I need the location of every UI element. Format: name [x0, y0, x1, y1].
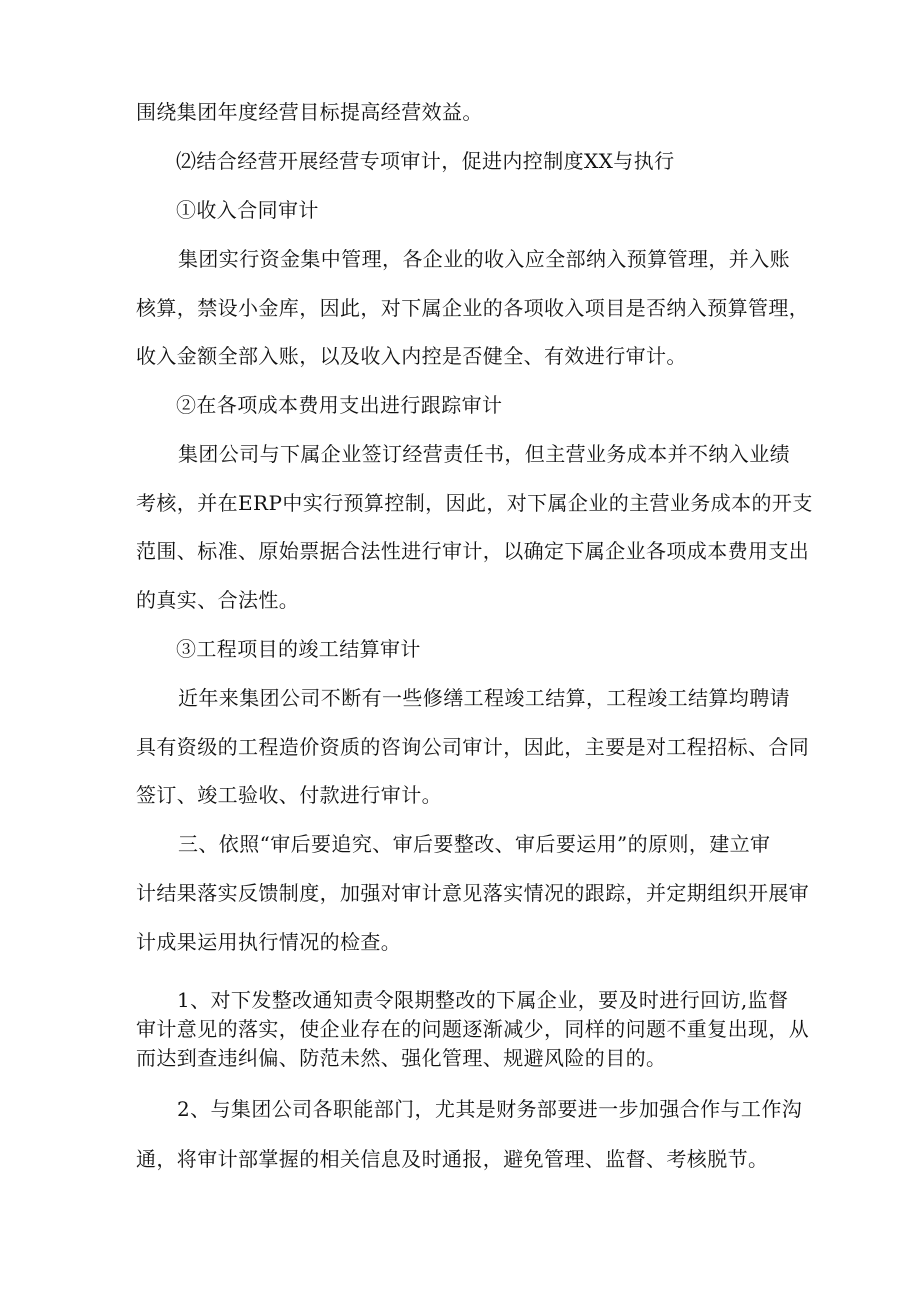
list-item-line: 2、与集团公司各职能部门，尤其是财务部要进一步加强合作与工作沟 — [177, 1097, 803, 1121]
paragraph-line: 近年来集团公司不断有一些修缮工程竣工结算，工程竣工结算均聘请 — [178, 686, 790, 710]
paragraph-line: 围绕集团年度经营目标提高经营效益。 — [136, 100, 483, 124]
paragraph-line: 的真实、合法性。 — [136, 588, 300, 612]
list-item-line: 1、对下发整改通知责令限期整改的下属企业，要及时进行回访,监督 — [177, 988, 789, 1012]
paragraph-line: 签订、竣工验收、付款进行审计。 — [136, 783, 442, 807]
paragraph-line: 计结果落实反馈制度，加强对审计意见落实情况的跟踪，并定期组织开展审 — [136, 881, 810, 905]
list-item-line: 而达到查违纠偏、防范未然、强化管理、规避风险的目的。 — [136, 1046, 667, 1070]
paragraph-line: 考核，并在ERP中实行预算控制，因此，对下属企业的主营业务成本的开支 — [136, 491, 813, 515]
paragraph-line: 集团实行资金集中管理，各企业的收入应全部纳入预算管理，并入账 — [178, 247, 790, 271]
paragraph-line: 范围、标准、原始票据合法性进行审计，以确定下属企业各项成本费用支出 — [136, 539, 810, 563]
subsection-heading: ③工程项目的竣工结算审计 — [176, 637, 421, 661]
section-heading: 三、依照“审后要追究、审后要整改、审后要运用”的原则，建立审 — [178, 832, 771, 856]
section-heading: ⑵结合经营开展经营专项审计，促进内控制度XX与执行 — [176, 149, 675, 173]
subsection-heading: ①收入合同审计 — [176, 198, 319, 222]
list-item-line: 通，将审计部掌握的相关信息及时通报，避免管理、监督、考核脱节。 — [136, 1147, 769, 1171]
paragraph-line: 具有资级的工程造价资质的咨询公司审计，因此，主要是对工程招标、合同 — [136, 735, 810, 759]
paragraph-line: 收入金额全部入账，以及收入内控是否健全、有效进行审计。 — [136, 344, 687, 368]
paragraph-line: 计成果运用执行情况的检查。 — [136, 930, 402, 954]
paragraph-line: 集团公司与下属企业签订经营责任书，但主营业务成本并不纳入业绩 — [178, 442, 790, 466]
subsection-heading: ②在各项成本费用支出进行跟踪审计 — [176, 393, 503, 417]
paragraph-line: 核算，禁设小金库，因此，对下属企业的各项收入项目是否纳入预算管理， — [136, 296, 810, 320]
list-item-line: 审计意见的落实，使企业存在的问题逐渐减少，同样的问题不重复出现，从 — [136, 1017, 810, 1041]
